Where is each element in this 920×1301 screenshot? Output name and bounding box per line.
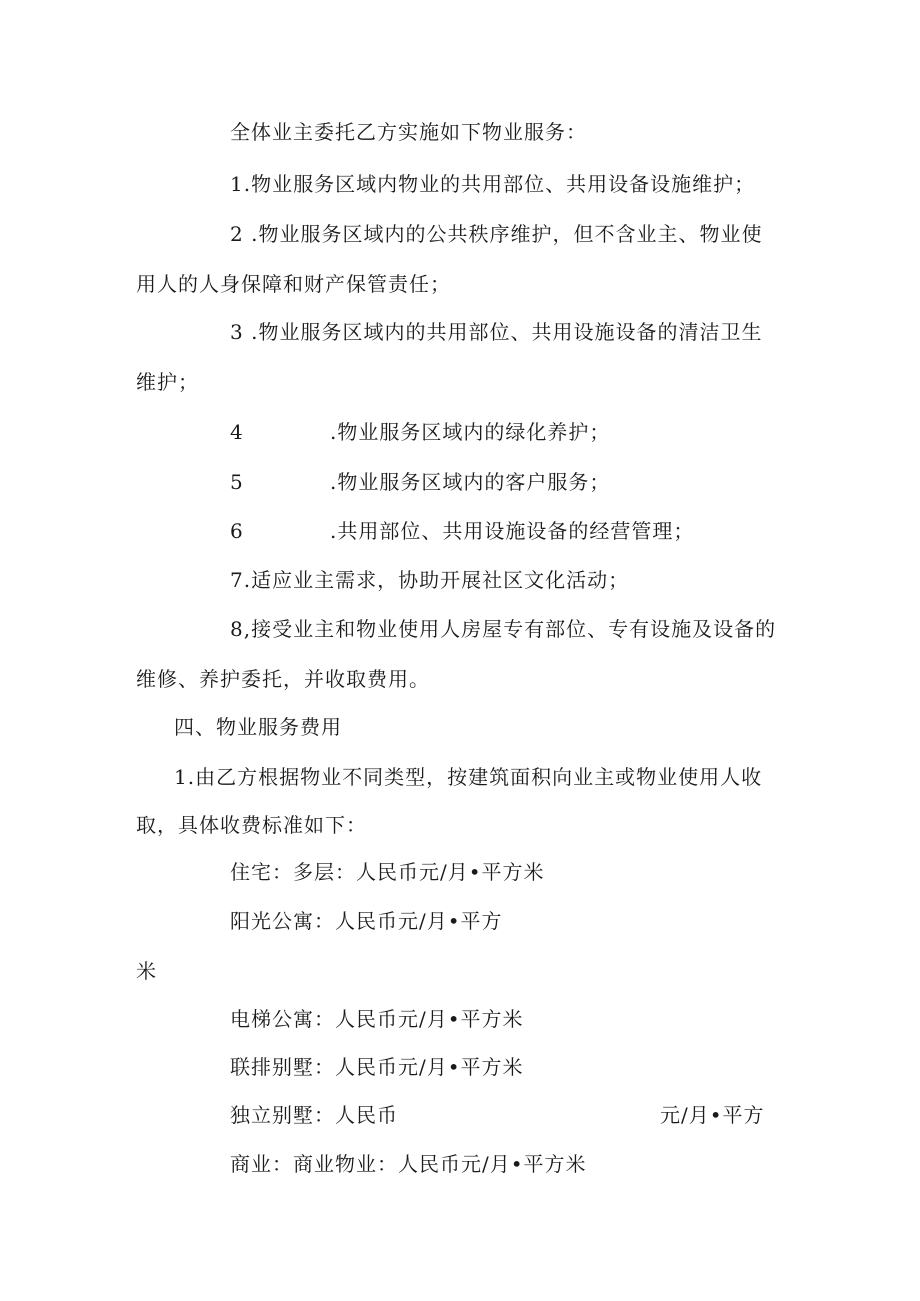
service-item-2-line-1: 2 .物业服务区域内的公共秩序维护，但不含业主、物业使 bbox=[230, 222, 763, 246]
service-item-8-line-2: 维修、养护委托，并收取费用。 bbox=[136, 667, 430, 691]
service-item-7: 7.适应业主需求，协助开展社区文化活动； bbox=[230, 568, 630, 592]
service-item-3-line-2: 维护； bbox=[136, 370, 199, 394]
service-item-5-text: .物业服务区域内的客户服务； bbox=[330, 470, 611, 494]
fee-villa-label: 独立别墅：人民币 bbox=[230, 1103, 398, 1127]
intro-paragraph: 全体业主委托乙方实施如下物业服务： bbox=[230, 120, 587, 144]
service-item-5-number: 5 bbox=[230, 470, 244, 494]
fee-villa bbox=[230, 1101, 765, 1129]
service-item-6-text: .共用部位、共用设施设备的经营管理； bbox=[330, 519, 695, 543]
service-item-3-line-1: 3 .物业服务区域内的共用部位、共用设施设备的清洁卫生 bbox=[230, 320, 763, 344]
fee-townhouse: 联排别墅：人民币元/月•平方米 bbox=[230, 1055, 524, 1079]
section-4-heading: 四、物业服务费用 bbox=[174, 715, 342, 739]
service-item-1: 1.物业服务区域内物业的共用部位、共用设备设施维护； bbox=[230, 172, 756, 196]
fee-paragraph-1-line-2: 取，具体收费标准如下： bbox=[136, 813, 367, 837]
fee-elevator-apartment: 电梯公寓：人民币元/月•平方米 bbox=[230, 1007, 524, 1031]
service-item-4-text: .物业服务区域内的绿化养护； bbox=[330, 420, 611, 444]
service-item-4 bbox=[230, 418, 610, 446]
fee-commercial: 商业：商业物业：人民币元/月•平方米 bbox=[230, 1152, 587, 1176]
service-item-6-number: 6 bbox=[230, 519, 244, 543]
service-item-4-number: 4 bbox=[230, 420, 244, 444]
fee-paragraph-1-line-1: 1.由乙方根据物业不同类型，按建筑面积向业主或物业使用人收 bbox=[174, 765, 763, 789]
service-item-8-line-1: 8,接受业主和物业使用人房屋专有部位、专有设施及设备的 bbox=[230, 617, 777, 641]
fee-residential-multistory: 住宅：多层：人民币元/月•平方米 bbox=[230, 860, 545, 884]
fee-villa-unit: 元/月•平方 bbox=[660, 1103, 765, 1127]
fee-sunshine-apartment-line-1: 阳光公寓：人民币元/月•平方 bbox=[230, 909, 503, 933]
fee-sunshine-apartment-line-2: 米 bbox=[136, 959, 157, 983]
service-item-6 bbox=[230, 517, 694, 545]
service-item-2-line-2: 用人的人身保障和财产保管责任； bbox=[136, 272, 451, 296]
service-item-5 bbox=[230, 468, 610, 496]
